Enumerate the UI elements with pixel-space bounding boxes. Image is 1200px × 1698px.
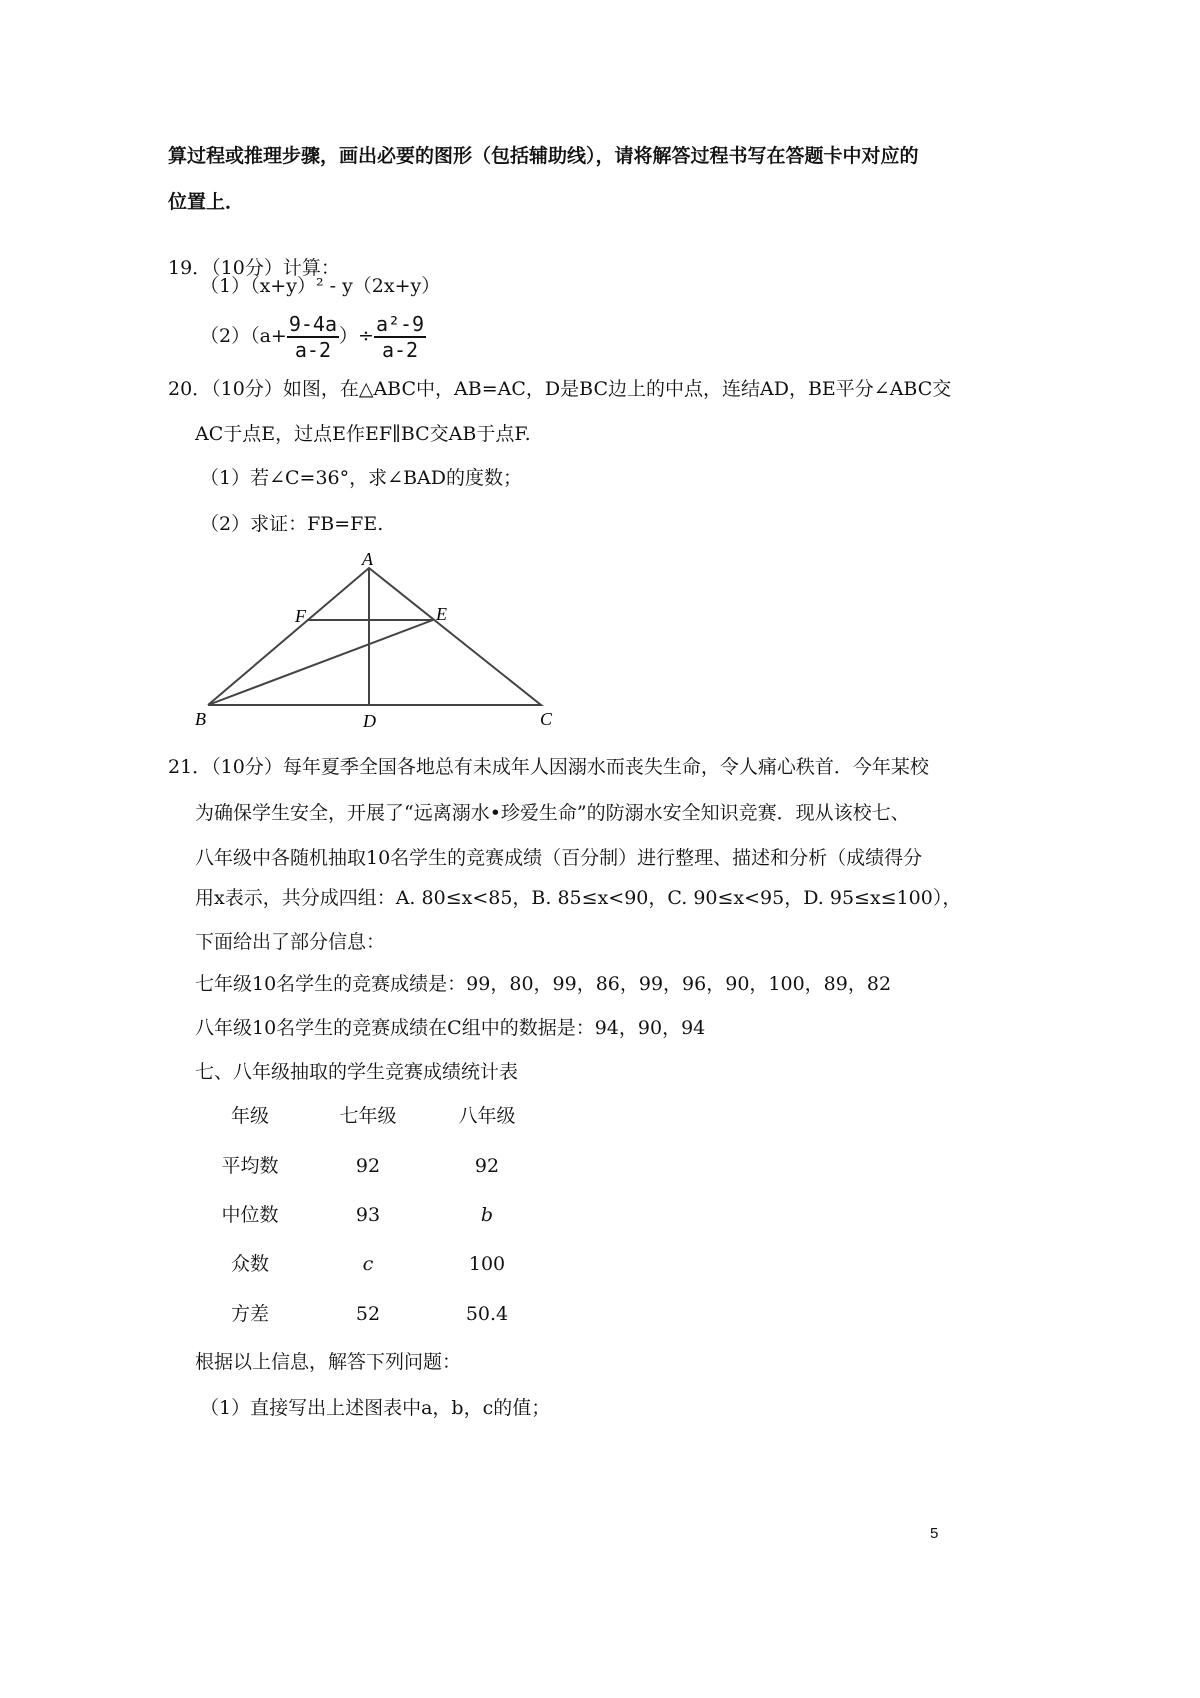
table-header: 八年级 (458, 1105, 516, 1127)
table-cell: 100 (468, 1253, 506, 1275)
label-e: E (436, 604, 447, 624)
denominator: a-2 (381, 338, 419, 362)
numerator: a²-9 (375, 312, 425, 336)
q21-line: 21．（10分）每年夏季全国各地总有未成年人因溺水而丧失生命，令人痛心秩首．今年某校 (168, 756, 929, 778)
label-b: B (195, 709, 206, 729)
table-cell: 93 (355, 1204, 381, 1226)
q20-line: AC于点E，过点E作EF∥BC交AB于点F. (195, 423, 531, 445)
q21-line: 用x表示，共分成四组：A. 80≤x<85，B. 85≤x<90，C. 90≤x<95，D. 95≤x≤100）， (195, 887, 962, 909)
denominator: a-2 (294, 338, 331, 362)
label-a: A (362, 549, 373, 569)
segment-be (208, 620, 433, 705)
numerator: 9-4a (288, 312, 338, 336)
q20-part2: （2）求证：FB=FE. (200, 513, 384, 535)
label-c: C (540, 709, 553, 729)
q21-line: 为确保学生安全，开展了“远离溺水•珍爱生命”的防溺水安全知识竞赛．现从该校七、 (195, 802, 910, 824)
table-cell: 92 (355, 1155, 381, 1177)
table-caption: 七、八年级抽取的学生竞赛成绩统计表 (195, 1061, 519, 1083)
label-d: D (363, 711, 376, 731)
q19-heading: 19．（10分）计算： (168, 257, 340, 279)
q21-line: 八年级10名学生的竞赛成绩在C组中的数据是：94，90，94 (195, 1017, 706, 1039)
table-cell: 众数 (230, 1253, 269, 1275)
table-cell: b (480, 1204, 494, 1226)
q21-line: 七年级10名学生的竞赛成绩是：99，80，99，86，99，96，90，100，89，82 (195, 973, 892, 995)
q21-line: 下面给出了部分信息： (195, 931, 386, 953)
triangle-abc (208, 568, 541, 705)
table-cell: 方差 (230, 1303, 269, 1325)
q19-part1: （1）（x+y）² - y（2x+y） (200, 275, 441, 297)
q21-line: 根据以上信息，解答下列问题： (195, 1351, 462, 1373)
intro-line: 算过程或推理步骤，画出必要的图形（包括辅助线），请将解答过程书写在答题卡中对应的 (168, 145, 919, 167)
label-f: F (295, 606, 306, 626)
intro-line: 位置上． (168, 191, 245, 213)
q20-part1: （1）若∠C=36°，求∠BAD的度数； (200, 467, 522, 489)
table-cell: 52 (355, 1303, 381, 1325)
page-number: 5 (930, 1525, 939, 1542)
q19-part2-prefix: （2）（a+ (200, 325, 287, 347)
table-cell: 92 (474, 1155, 500, 1177)
table-header: 年级 (230, 1105, 269, 1127)
table-cell: 中位数 (221, 1204, 279, 1226)
q21-part1: （1）直接写出上述图表中a，b，c的值； (200, 1397, 551, 1419)
table-cell: c (362, 1253, 374, 1275)
divide-sign: ）÷ (339, 325, 374, 347)
triangle-figure (0, 0, 1200, 800)
table-cell: 50.4 (465, 1303, 509, 1325)
table-cell: 平均数 (221, 1155, 279, 1177)
table-header: 七年级 (339, 1105, 397, 1127)
q21-line: 八年级中各随机抽取10名学生的竞赛成绩（百分制）进行整理、描述和分析（成绩得分 (195, 847, 923, 869)
q20-line: 20．（10分）如图，在△ABC中，AB=AC，D是BC边上的中点，连结AD，BE平分∠ABC交 (168, 378, 952, 400)
